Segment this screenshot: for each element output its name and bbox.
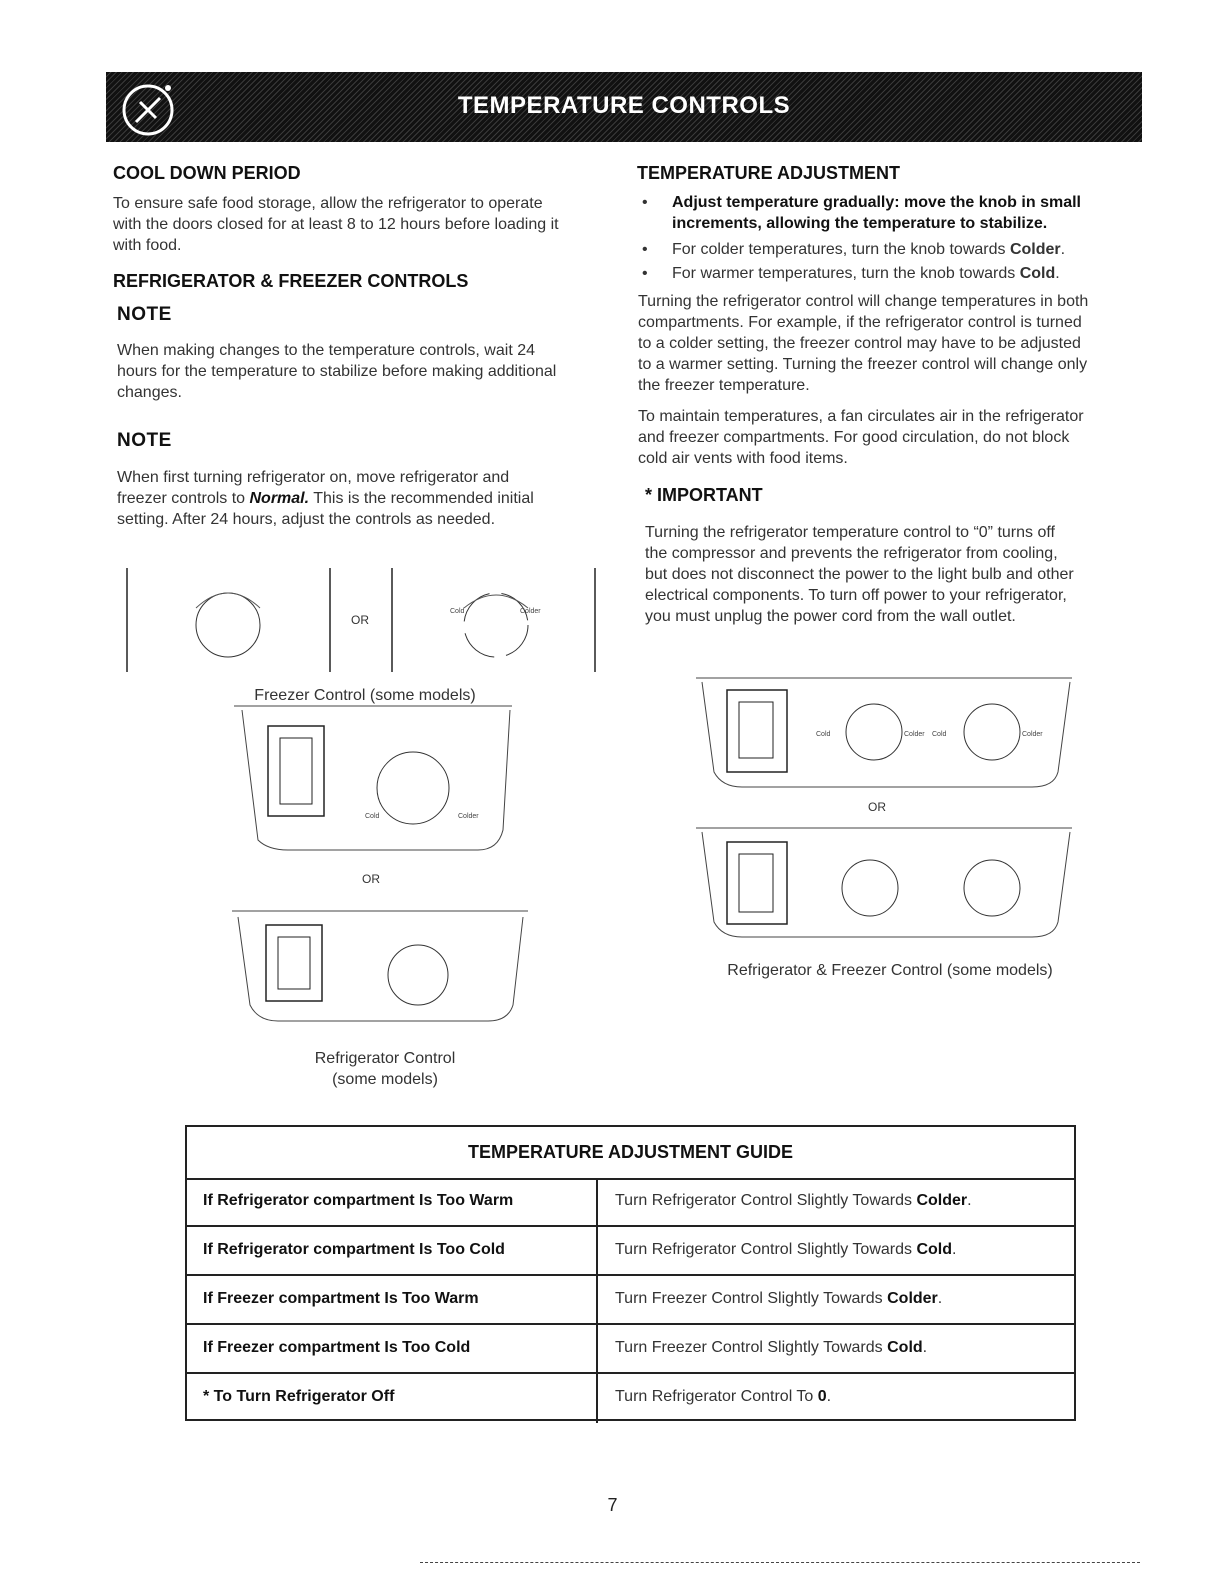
body-paragraph: To maintain temperatures, a fan circulates air in the refrigerator and freezer compartments. For good circulation, do not block cold air vents with food items. <box>638 408 1084 467</box>
table-cell: If Refrigerator compartment Is Too Cold <box>203 1241 505 1258</box>
adjustment-guide-table <box>185 1125 1076 1421</box>
table-cell: Turn Freezer Control Slightly Towards Cold. <box>615 1339 928 1356</box>
freezer-control-panel <box>228 700 518 860</box>
table-row <box>187 1178 1074 1227</box>
list-item: • Adjust temperature gradually: move the knob in small increments, allowing the temperature to stabilize. <box>642 194 1081 232</box>
svg-text:Colder: Colder <box>458 813 479 820</box>
note-label: NOTE <box>117 304 172 325</box>
table-cell: Turn Freezer Control Slightly Towards Colder. <box>615 1290 943 1307</box>
combo-control-panel <box>692 822 1077 944</box>
note-text: When first turning refrigerator on, move refrigerator and freezer controls to Normal. This is the recommended initial setting. After 24 hours, adjust the controls as needed. <box>117 469 534 528</box>
svg-text:Colder: Colder <box>520 608 541 615</box>
note-label: NOTE <box>117 430 172 451</box>
svg-text:Cold: Cold <box>816 731 831 738</box>
table-cell: If Freezer compartment Is Too Warm <box>203 1290 479 1307</box>
or-label: OR <box>868 800 886 814</box>
svg-text:Cold: Cold <box>450 608 465 615</box>
combo-control-panel <box>692 672 1077 794</box>
or-label: OR <box>351 613 369 627</box>
page-number: 7 <box>607 1495 618 1515</box>
table-row <box>187 1276 1074 1325</box>
combo-caption: Refrigerator & Freezer Control (some models) <box>727 962 1053 979</box>
refrigerator-caption: Refrigerator Control (some models) <box>314 1050 456 1088</box>
svg-text:Colder: Colder <box>904 731 925 738</box>
svg-text:Cold: Cold <box>365 813 380 820</box>
adjustment-heading: TEMPERATURE ADJUSTMENT <box>637 163 901 183</box>
cool-down-text: To ensure safe food storage, allow the refrigerator to operate with the doors closed for at least 8 to 12 hours before loading it with food. <box>113 195 559 254</box>
list-item: • For warmer temperatures, turn the knob towards Cold. <box>642 265 1060 282</box>
important-label: * IMPORTANT <box>645 485 763 505</box>
important-text: Turning the refrigerator temperature control to “0” turns off the compressor and prevents the refrigerator from cooling, but does not disconnect the power to the light bulb and other electrical components. To turn off power to your refrigerator, you must unplug the power cord from the wall outlet. <box>645 524 1074 625</box>
svg-text:Colder: Colder <box>1022 731 1043 738</box>
table-cell: If Freezer compartment Is Too Cold <box>203 1339 471 1356</box>
refrigerator-control-panel <box>228 905 533 1030</box>
table-cell: Turn Refrigerator Control Slightly Towards Cold. <box>615 1241 957 1258</box>
footer-rule <box>420 1562 1140 1563</box>
table-cell: Turn Refrigerator Control Slightly Towards Colder. <box>615 1192 972 1209</box>
controls-heading: REFRIGERATOR & FREEZER CONTROLS <box>113 271 469 291</box>
body-paragraph: Turning the refrigerator control will change temperatures in both compartments. For example, if the refrigerator control is turned to a colder setting, the freezer control may have to be adjusted to a warmer setting. Turning the freezer control will change only the freezer temperature. <box>638 293 1089 394</box>
table-cell: If Refrigerator compartment Is Too Warm <box>203 1192 514 1209</box>
section-banner <box>106 72 1142 142</box>
table-cell: Turn Refrigerator Control To 0. <box>615 1388 832 1405</box>
page-title: TEMPERATURE CONTROLS <box>457 92 791 119</box>
table-row <box>187 1227 1074 1276</box>
cool-down-heading: COOL DOWN PERIOD <box>113 163 301 183</box>
table-title: TEMPERATURE ADJUSTMENT GUIDE <box>187 1127 1074 1180</box>
note-text: When making changes to the temperature controls, wait 24 hours for the temperature to stabilize before making additional changes. <box>117 342 557 401</box>
freezer-caption: Freezer Control (some models) <box>254 687 476 704</box>
table-cell: * To Turn Refrigerator Off <box>203 1388 395 1405</box>
list-item: • For colder temperatures, turn the knob towards Colder. <box>642 241 1066 258</box>
table-row <box>187 1374 1074 1423</box>
or-label: OR <box>362 872 380 886</box>
table-row <box>187 1325 1074 1374</box>
svg-text:Cold: Cold <box>932 731 947 738</box>
